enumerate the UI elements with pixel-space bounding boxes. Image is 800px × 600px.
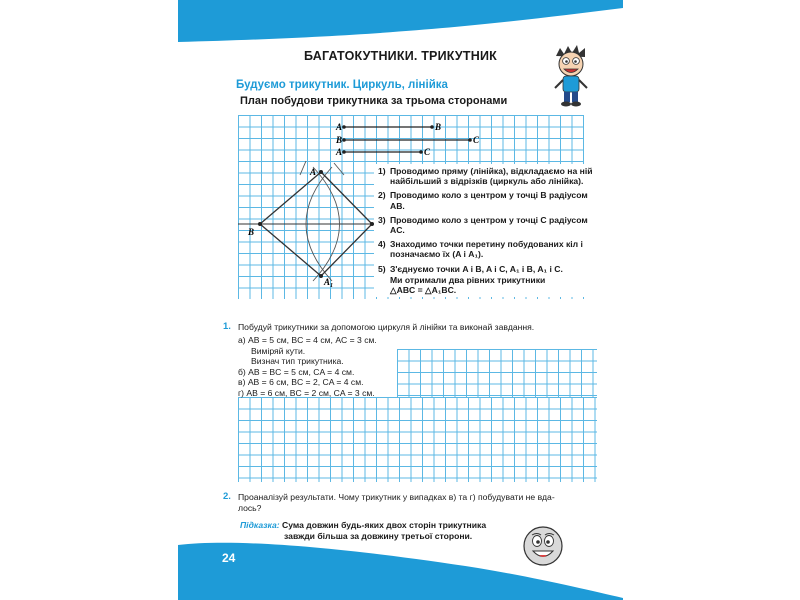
task-1b: б) AB = BC = 5 см, CA = 4 см. — [238, 366, 355, 377]
point-a-label: A — [310, 167, 317, 177]
segment-label: C — [473, 135, 480, 145]
task-1d: г) AB = 6 см, BC = 2 см, CA = 3 см. — [238, 387, 375, 398]
task-1-intro: Побудуй трикутники за допомогою циркуля й лінійки та виконай завдання. — [238, 322, 535, 332]
task-1-number: 1. — [223, 321, 231, 332]
smiley-face-icon — [521, 524, 565, 568]
hint: Підказка: Сума довжин будь-яких двох сторін трикутника завжди більша за довжину третьої сторони. — [240, 520, 487, 541]
task-1c: в) AB = 6 см, BC = 2, CA = 4 см. — [238, 377, 364, 388]
hint-label: Підказка: — [240, 520, 280, 530]
task-2-number: 2. — [223, 491, 231, 502]
page-number: 24 — [222, 551, 236, 565]
task-2-text: Проаналізуй результати. Чому трикутник у випадках в) та г) побудувати не вда- лось? — [238, 492, 555, 513]
answer-grid-bottom — [238, 397, 597, 482]
step-item: 3) Проводимо коло з центром у точці C радіусом AC. — [378, 214, 588, 236]
section-subtitle: Будуємо трикутник. Циркуль, лінійка — [236, 79, 448, 91]
task-1a-measure: Виміряй кути. — [251, 345, 306, 356]
textbook-page — [178, 0, 623, 600]
segment-label: C — [424, 147, 431, 157]
task-1a: а) AB = 5 см, BC = 4 см, AC = 3 см. — [238, 335, 377, 345]
task-1a-type: Визнач тип трикутника. — [251, 356, 344, 367]
plan-title: План побудови трикутника за трьома сторонами — [240, 95, 508, 107]
top-wave — [178, 0, 623, 42]
segment-label: A — [336, 122, 343, 132]
point-a1-label: $A_1$ — [324, 277, 334, 289]
page-title: БАГАТОКУТНИКИ. ТРИКУТНИК — [304, 49, 497, 63]
conclusion-equation: △ABC = △A₁BC. — [390, 285, 457, 296]
step-item: 2) Проводимо коло з центром у точці B радіусом AB. — [378, 190, 588, 211]
step-item: 5) З'єднуємо точки A і B, A і C, A₁ і B, A₁ і C. — [378, 263, 563, 274]
segment-label: B — [336, 135, 343, 145]
construction-steps — [374, 164, 602, 297]
task-1-items — [238, 335, 398, 399]
segment-label: B — [435, 122, 442, 132]
point-b-label: B — [248, 227, 255, 237]
segment-label: A — [336, 147, 343, 157]
answer-grid-right — [397, 349, 597, 397]
conclusion-line: Ми отримали два рівних трикутники — [390, 274, 546, 285]
step-item: 1) Проводимо пряму (лінійка), відкладаємо на ній найбільший з відрізків (циркуль або лінійка). — [378, 166, 593, 187]
step-item: 4) Знаходимо точки перетину побудованих кіл і позначаємо їх (A і A₁). — [378, 239, 583, 260]
boy-mascot-icon — [550, 44, 592, 108]
